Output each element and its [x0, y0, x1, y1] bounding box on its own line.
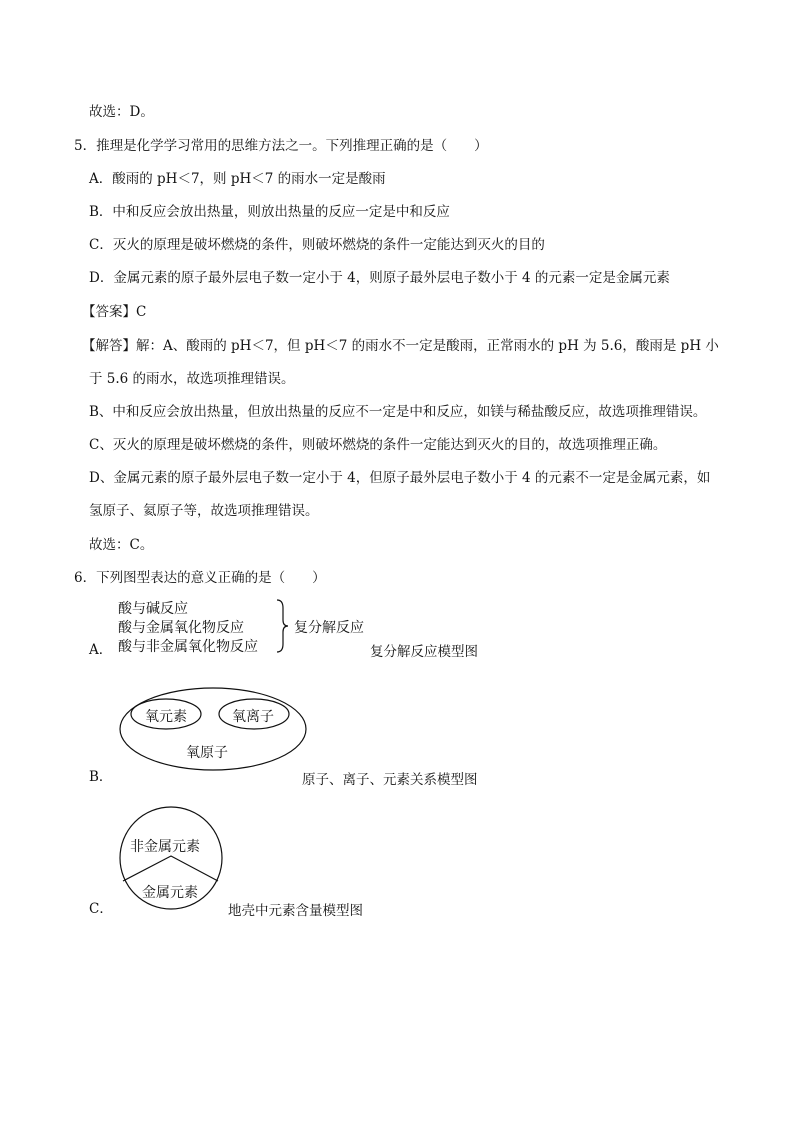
curly-brace-icon [274, 598, 290, 654]
q4-conclusion: 故选：D。 [89, 104, 154, 120]
q5-analysis-line-6: 氢原子、氦原子等，故选项推理错误。 [89, 503, 319, 519]
q6-stem: 6．下列图型表达的意义正确的是（ ） [74, 570, 326, 586]
q5-analysis-line-5: D、金属元素的原子最外层电子数一定小于 4，但原子最外层电子数小于 4 的元素不一定是金属元素，如 [89, 470, 711, 486]
q5-option-d: D．金属元素的原子最外层电子数一定小于 4，则原子最外层电子数小于 4 的元素一定是金属元素 [89, 270, 670, 286]
q5-conclusion: 故选：C。 [89, 537, 154, 553]
q6b-caption: 原子、离子、元素关系模型图 [302, 772, 478, 788]
q6a-item-3: 酸与非金属氧化物反应 [118, 639, 258, 655]
q6b-inner-right-text: 氧离子 [232, 709, 274, 725]
q5-option-c: C．灭火的原理是破坏燃烧的条件，则破坏燃烧的条件一定能达到灭火的目的 [89, 237, 545, 253]
q5-analysis-line-1: 【解答】解：A、酸雨的 pH＜7，但 pH＜7 的雨水不一定是酸雨，正常雨水的 pH 为 5.6，酸雨是 pH 小 [82, 338, 719, 354]
q6a-caption: 复分解反应模型图 [370, 644, 478, 660]
q6b-label: B． [89, 769, 113, 785]
q6a-item-2: 酸与金属氧化物反应 [118, 620, 244, 636]
q6b-outer-text: 氧原子 [186, 745, 228, 761]
q6c-bottom-text: 金属元素 [142, 885, 198, 901]
q6a-brace-result: 复分解反应 [294, 620, 364, 636]
q6a-label: A． [89, 642, 113, 658]
q5-stem: 5．推理是化学学习常用的思维方法之一。下列推理正确的是（ ） [74, 138, 488, 154]
q5-answer: 【答案】C [82, 304, 147, 320]
q5-option-a: A．酸雨的 pH＜7，则 pH＜7 的雨水一定是酸雨 [89, 171, 386, 187]
q6b-inner-left-text: 氧元素 [145, 709, 187, 725]
q6c-caption: 地壳中元素含量模型图 [228, 903, 363, 919]
q5-option-b: B．中和反应会放出热量，则放出热量的反应一定是中和反应 [89, 204, 450, 220]
q6a-item-1: 酸与碱反应 [118, 601, 188, 617]
q5-analysis-line-4: C、灭火的原理是破坏燃烧的条件，则破坏燃烧的条件一定能达到灭火的目的，故选项推理正确。 [89, 437, 667, 453]
q6c-wedge-lines [123, 856, 218, 881]
q6c-top-text: 非金属元素 [130, 839, 200, 855]
q6c-label: C． [89, 901, 113, 917]
q5-analysis-line-3: B、中和反应会放出热量，但放出热量的反应不一定是中和反应，如镁与稀盐酸反应，故选项推理错误。 [89, 404, 707, 420]
q5-analysis-line-2: 于 5.6 的雨水，故选项推理错误。 [89, 371, 295, 387]
